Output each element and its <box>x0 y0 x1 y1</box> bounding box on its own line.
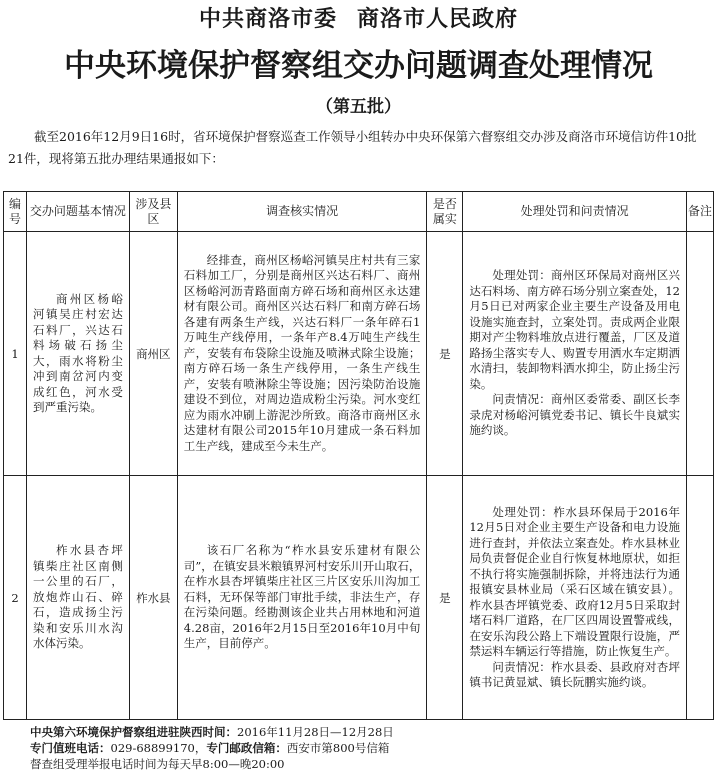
cell-area: 柞水县 <box>129 476 177 720</box>
footer-contact-info <box>30 724 710 772</box>
cell-remark <box>686 232 713 476</box>
cell-remark <box>686 476 713 720</box>
col-header-remark: 备注 <box>686 192 713 232</box>
mailbox-value: 西安市第800号信箱 <box>286 741 390 755</box>
cell-handling: 处理处罚：商州区环保局对商州区兴达石料场、南方碎石场分别立案查处，12月5日已对两家企业主要生产设备及用电设施实施查封，立案处罚。责成两企业限期对产尘物料堆放点进行覆盖，厂区及道路扬尘落实专人、购置专用洒水车定期洒水清扫，装卸物料洒水抑尘，防止扬尘污染。 问责情况：商州区委常委、副区长李录虎对杨峪河镇党委书记、镇长牛良斌实施约谈。 <box>463 232 687 476</box>
hotline-value: 029-68899170， <box>110 741 207 755</box>
col-header-problem: 交办问题基本情况 <box>26 192 129 232</box>
document-title: 中央环境保护督察组交办问题调查处理情况 <box>64 48 653 84</box>
cell-problem: 商州区杨峪河镇吴庄村宏达石料厂，兴达石料场破石扬尘大，雨水将粉尘冲到南岔河内变成红色，河水受到严重污染。 <box>26 232 129 476</box>
intro-paragraph: 截至2016年12月9日16时，省环境保护督察巡查工作领导小组转办中央环保第六督察组交办涉及商洛市环境信访件10批21件，现将第五批办理结果通报如下： <box>8 129 697 166</box>
stay-period-value: 2016年11月28日—12月28日 <box>237 725 394 739</box>
col-header-is-true: 是否属实 <box>427 192 463 232</box>
col-header-area: 涉及县区 <box>129 192 177 232</box>
cell-investigation: 经排查，商州区杨峪河镇吴庄村共有三家石料加工厂，分别是商州区兴达石料厂、商州区杨峪河沥青路面南方碎石场和商州区永达建材有限公司。商州区兴达石料厂和南方碎石场各建有两条生产线，兴达石料厂一条年碎石1万吨生产线停用，一条年产8.4万吨生产线生产，安装有布袋除尘设施及喷淋式除尘设施；南方碎石场一条生产线停用，一条生产线生产，安装有喷淋除尘等设施；因污染防治设施建设不到位，对周边造成粉尘污染。河水变红应为雨水冲刷上游泥沙所致。商洛市商州区永达建材有限公司2015年10月建成一条石料加工生产线，建成至今未生产。 <box>177 232 427 476</box>
report-table <box>3 191 714 720</box>
org-government: 商洛市人民政府 <box>357 7 519 32</box>
cell-handling: 处理处罚：柞水县环保局于2016年12月5日对企业主要生产设备和电力设施进行查封，并依法立案查处。柞水县林业局负责督促企业自行恢复林地原状，如拒不执行将实施强制拆除，并将违法行为通报镇安县林业局（采石区域在镇安县）。柞水县杏坪镇党委、政府12月5日采取封堵石料厂道路，在厂区四周设置警戒线，在安乐沟段公路上下端设置限行设施，严禁运料车辆运行等措施，防止恢复生产。 问责情况：柞水县委、县政府对杏坪镇书记黄显斌、镇长阮鹏实施约谈。 <box>463 476 687 720</box>
cell-no: 2 <box>4 476 27 720</box>
col-header-no: 编号 <box>4 192 27 232</box>
footer-line-contacts <box>30 740 710 756</box>
footer-line-hours: 督查组受理举报电话时间为每天早8:00—晚20:00 <box>30 757 285 771</box>
batch-label: （第五批） <box>316 97 401 117</box>
table-row <box>4 232 714 476</box>
table-row <box>4 476 714 720</box>
cell-is-true: 是 <box>427 476 463 720</box>
hotline-label: 专门值班电话： <box>30 741 111 755</box>
cell-no: 1 <box>4 232 27 476</box>
cell-is-true: 是 <box>427 232 463 476</box>
footer-line-stay-period <box>30 724 710 740</box>
stay-period-label: 中央第六环境保护督察组进驻陕西时间： <box>30 725 237 739</box>
issuing-organizations <box>0 2 717 33</box>
table-header-row <box>4 192 714 232</box>
col-header-handling: 处理处罚和问责情况 <box>463 192 687 232</box>
col-header-investigation: 调查核实情况 <box>177 192 427 232</box>
cell-investigation: 该石厂名称为“柞水县安乐建材有限公司”，在镇安县米粮镇界河村安乐川开山取石，在柞水县杏坪镇柴庄社区三片区安乐川沟加工石料，无环保等部门审批手续，非法生产，存在污染问题。经勘测该企业共占用林地和河道4.28亩，2016年2月15日至2016年10月中旬生产，目前停产。 <box>177 476 427 720</box>
org-party-committee: 中共商洛市委 <box>198 7 337 32</box>
cell-problem: 柞水县杏坪镇柴庄社区南侧一公里的石厂，放炮炸山石、碎石，造成扬尘污染和安乐川水沟水体污染。 <box>26 476 129 720</box>
cell-area: 商州区 <box>129 232 177 476</box>
mailbox-label: 专门邮政信箱： <box>206 741 287 755</box>
